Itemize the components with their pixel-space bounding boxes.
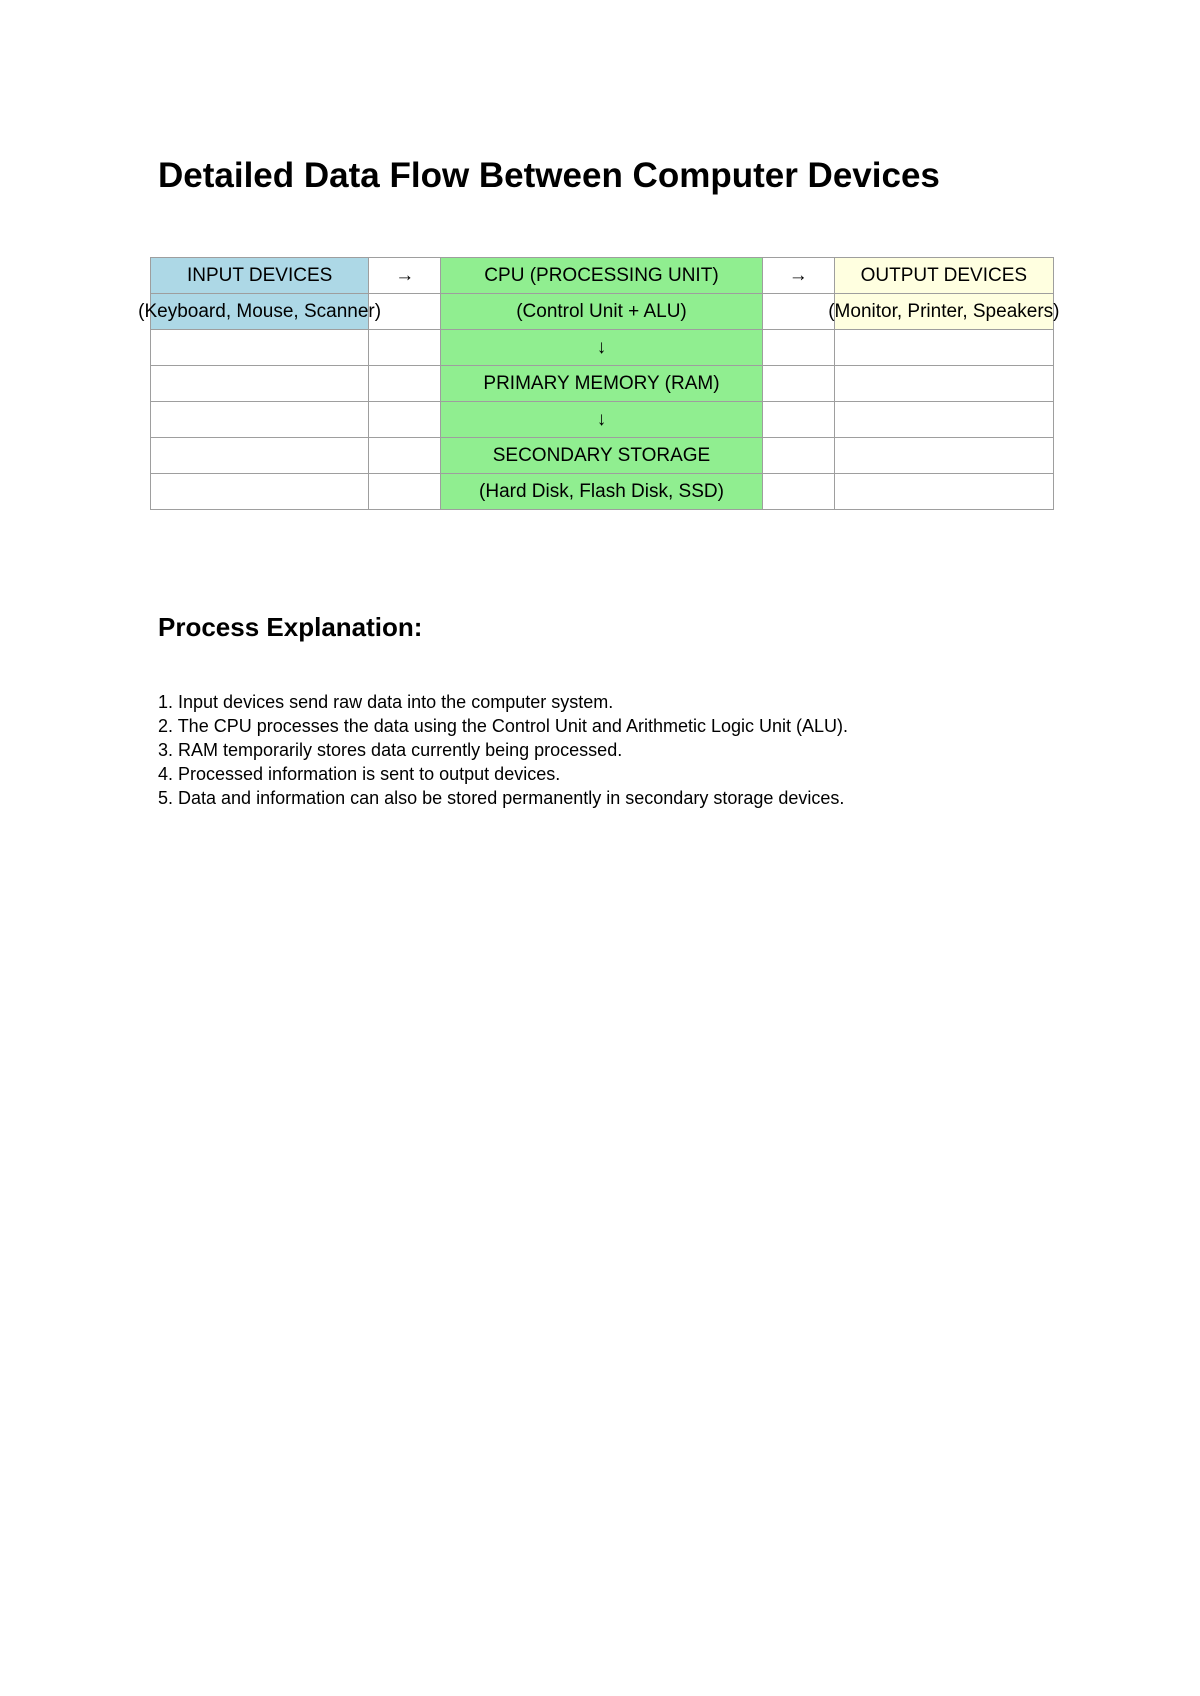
secondary-storage-cell: SECONDARY STORAGE	[441, 438, 762, 474]
table-cell	[834, 402, 1053, 438]
data-flow-table	[138, 257, 1060, 510]
table-cell	[151, 402, 369, 438]
down-arrow-icon: ↓	[441, 330, 762, 366]
table-cell	[369, 402, 441, 438]
table-cell	[151, 330, 369, 366]
table-cell	[762, 330, 834, 366]
output-devices-examples: (Monitor, Printer, Speakers)	[828, 300, 1060, 322]
cpu-components: (Control Unit + ALU)	[441, 294, 762, 330]
input-devices-examples: (Keyboard, Mouse, Scanner)	[138, 300, 382, 322]
table-cell	[369, 474, 441, 510]
list-item: 4. Processed information is sent to output devices.	[158, 764, 561, 784]
right-arrow-icon: →	[762, 258, 834, 294]
table-row	[151, 438, 1054, 474]
right-arrow-icon: →	[369, 258, 441, 294]
list-item: 2. The CPU processes the data using the Control Unit and Arithmetic Logic Unit (ALU).	[158, 716, 849, 736]
table-cell	[369, 366, 441, 402]
down-arrow-icon: ↓	[441, 402, 762, 438]
table-cell	[369, 438, 441, 474]
table-row	[151, 294, 1054, 330]
list-item: 5. Data and information can also be stored permanently in secondary storage devices.	[158, 788, 845, 808]
process-steps-list	[158, 690, 848, 810]
table-row	[151, 474, 1054, 510]
table-cell	[762, 438, 834, 474]
table-cell	[151, 438, 369, 474]
table-row	[151, 258, 1054, 294]
page-title: Detailed Data Flow Between Computer Devices	[158, 156, 940, 195]
table-cell	[151, 474, 369, 510]
input-devices-header: INPUT DEVICES	[151, 258, 369, 294]
table-cell	[369, 330, 441, 366]
table-cell	[151, 366, 369, 402]
table-cell	[762, 366, 834, 402]
storage-examples-cell: (Hard Disk, Flash Disk, SSD)	[441, 474, 762, 510]
primary-memory-cell: PRIMARY MEMORY (RAM)	[441, 366, 762, 402]
table-cell	[762, 294, 834, 330]
table-cell	[828, 294, 1060, 330]
table-cell	[834, 330, 1053, 366]
table-cell	[138, 294, 382, 330]
list-item: 3. RAM temporarily stores data currently being processed.	[158, 740, 623, 760]
process-explanation-heading: Process Explanation:	[158, 612, 423, 642]
table-cell	[834, 438, 1053, 474]
table-cell	[369, 294, 441, 330]
list-item: 1. Input devices send raw data into the computer system.	[158, 692, 614, 712]
table-cell	[834, 474, 1053, 510]
table-cell	[834, 366, 1053, 402]
table-cell	[762, 474, 834, 510]
table-row	[151, 366, 1054, 402]
cpu-header: CPU (PROCESSING UNIT)	[441, 258, 762, 294]
table-row	[151, 330, 1054, 366]
table-row	[151, 402, 1054, 438]
table-cell	[762, 402, 834, 438]
output-devices-header: OUTPUT DEVICES	[834, 258, 1053, 294]
